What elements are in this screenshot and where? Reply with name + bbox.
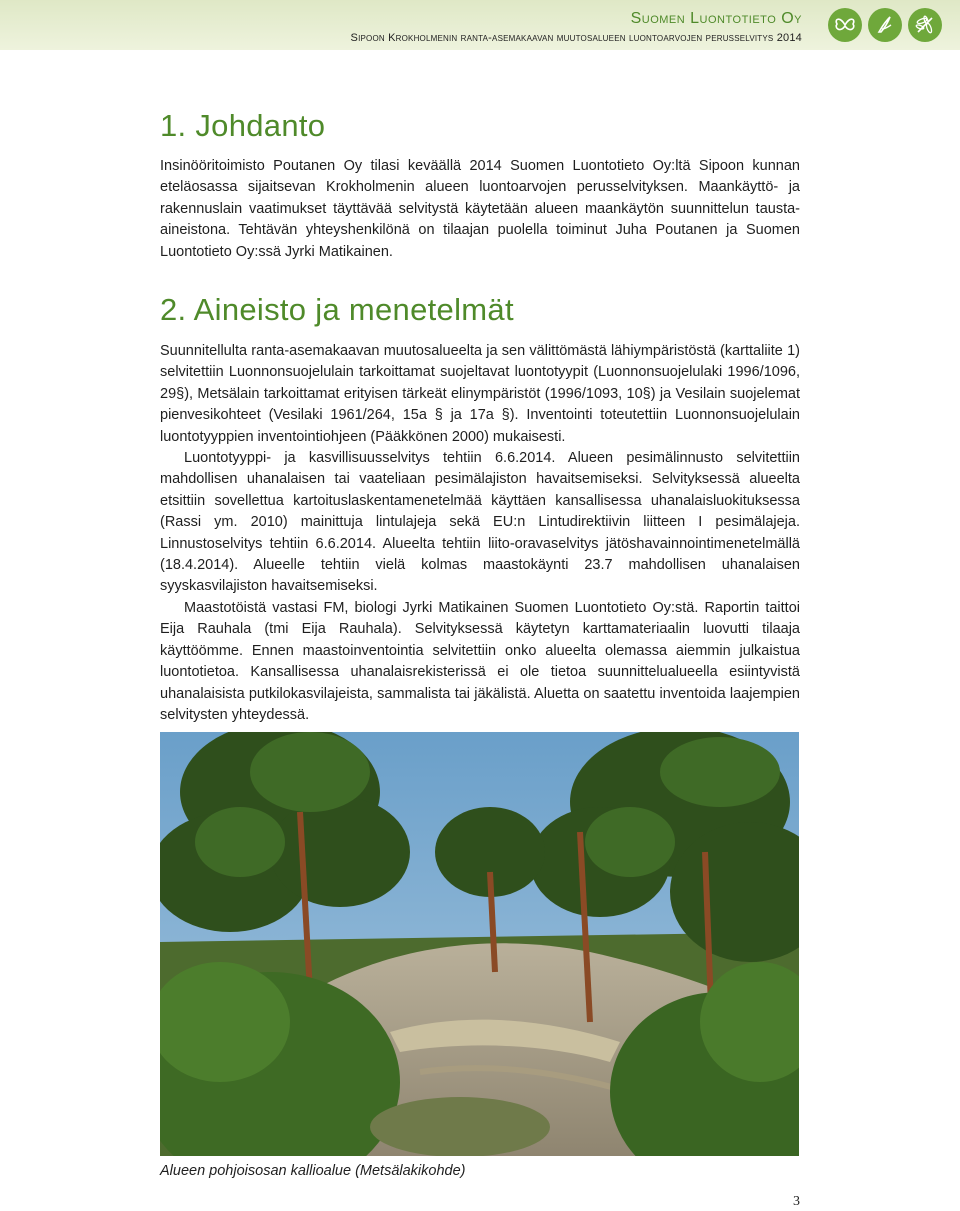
- butterfly-icon: [828, 8, 862, 42]
- section1-body: [160, 156, 800, 263]
- paragraph: Suunnitellulta ranta-asemakaavan muutosalueelta ja sen välittömästä lähiympäristöstä (karttaliite 1) selvitettiin Luonnonsuojelulain tarkoittamat suojeltavat luontotyypit (Luonnonsuojelulaki 1996/1096, 29§), Metsälain tarkoittamat erityisen tärkeät elinympäristöt (1996/1093, 10§) ja Vesilain suojelemat pienvesikohteet (Vesilaki 1961/264, 15a § ja 17a §). Inventointi toteutettiin Luonnonsuojelulain luontotyyppien inventointiohjeen (Pääkkönen 2000) mukaisesti.: [160, 343, 800, 445]
- brand-name: Suomen Luontotieto Oy: [630, 10, 802, 27]
- report-subtitle: Sipoon Krokholmenin ranta-asemakaavan muutosalueen luontoarvojen perusselvitys 2014: [350, 32, 802, 44]
- dragonfly-icon: [908, 8, 942, 42]
- bird-icon: [868, 8, 902, 42]
- section-heading-johdanto: 1. Johdanto: [160, 108, 326, 143]
- section2-body: [160, 341, 800, 726]
- paragraph: Luontotyyppi- ja kasvillisuusselvitys tehtiin 6.6.2014. Alueen pesimälinnusto selvitettiin mahdollisen uhanalaisen tai vaateliaan pesimälajiston havaitsemiseksi. Selvityksessä alueelta etsittiin sovellettua kartoituslaskentamenetelmää käyttäen kansallisessa uhanalaisluokituksessa (Rassi ym. 2010) mainittuja lintulajeja sekä EU:n Lintudirektiivin liitteen I pesimälajeja. Linnustoselvitys tehtiin 6.6.2014. Alueelta tehtiin liito-oravaselvitys jätöshavainnointimenetelmällä (18.4.2014). Alueelle tehtiin vielä kolmas maastokäynti 23.7 mahdollisen uhanalaisen syyskasvilajiston havaitsemiseksi.: [160, 450, 800, 595]
- figure-caption: Alueen pohjoisosan kallioalue (Metsälakikohde): [160, 1163, 466, 1179]
- page-number: 3: [793, 1194, 800, 1209]
- landscape-photo: [160, 732, 799, 1156]
- paragraph: Maastotöistä vastasi FM, biologi Jyrki Matikainen Suomen Luontotieto Oy:stä. Raportin taittoi Eija Rauhala (tmi Eija Rauhala). Selvityksessä käytetyn karttamateriaalin luovutti tilaaja käyttöömme. Ennen maastoinventointia selvitettiin onko alueelta olemassa aiemmin julkaistua luontotietoa. Kansallisessa uhanalaisrekisterissä ei ole tietoa suunnittelualueella esiintyvistä uhanalaisista putkilokasvilajeista, sammalista tai jäkälistä. Aluetta on saatettu inventoida laajempien selvitysten yhteydessä.: [160, 599, 800, 723]
- section-heading-aineisto: 2. Aineisto ja menetelmät: [160, 292, 514, 327]
- logo-row: [828, 8, 942, 42]
- paragraph: Insinööritoimisto Poutanen Oy tilasi keväällä 2014 Suomen Luontotieto Oy:ltä Sipoon kunnan eteläosassa sijaitsevan Krokholmenin alueen luontoarvojen perusselvityksen. Maankäyttö- ja rakennuslain vaatimukset täyttävää selvitystä käytetään alueen maankäytön suunnittelun tausta-aineistona. Tehtävän yhteyshenkilönä on tilaajan puolella toiminut Juha Poutanen ja Suomen Luontotieto Oy:ssä Jyrki Matikainen.: [160, 158, 800, 260]
